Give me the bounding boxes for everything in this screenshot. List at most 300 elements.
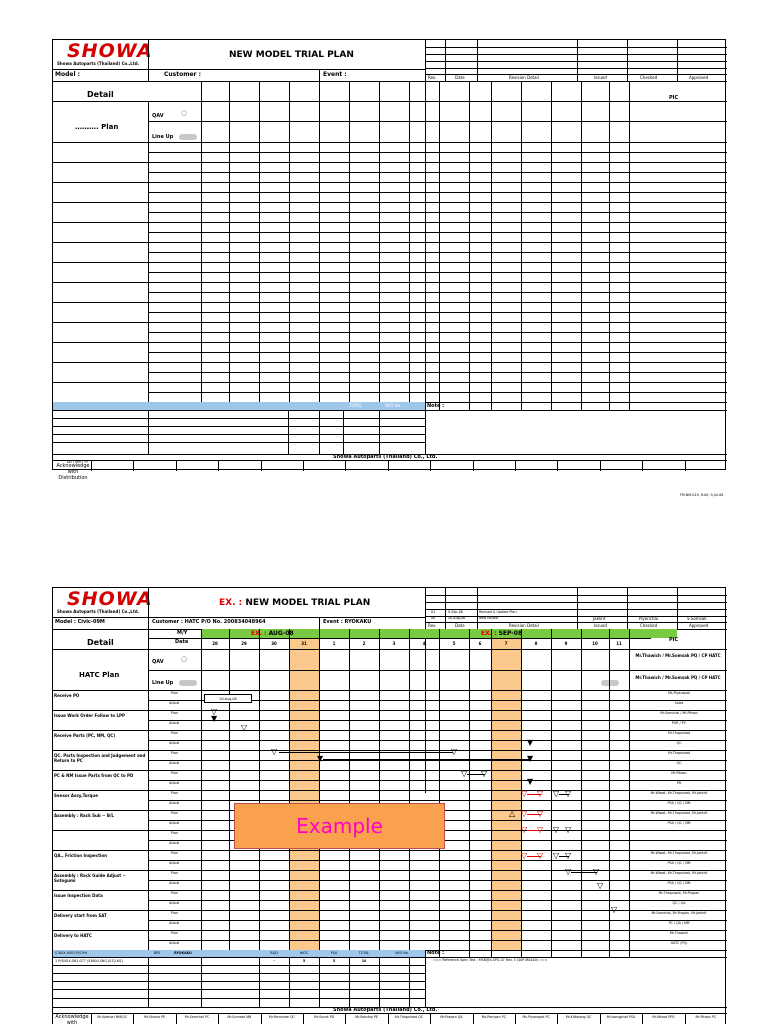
actual-triangle-icon: ▼ — [211, 714, 218, 723]
signer-name: Mr.Somchai PC — [184, 1015, 210, 1019]
total-label: TOTAL — [349, 403, 362, 408]
pic-label: PIC — [669, 637, 679, 643]
footer-company: Showa Autoparts (Thailand) Co., Ltd. — [333, 1007, 438, 1013]
detail-label: Detail — [87, 90, 114, 99]
note-text: === Reference Spec Test : MSN@X-SPG-07 Rev. 5 (00P-M0440) === — [433, 958, 548, 962]
grid-line — [473, 460, 474, 471]
grid-line — [261, 460, 262, 471]
grid-line — [609, 629, 610, 957]
my-label: M/Y — [177, 630, 188, 636]
grid-line — [53, 242, 727, 243]
grid-line — [53, 890, 727, 891]
grid-line — [148, 352, 727, 353]
acknowledge-label: Acknowledge with — [55, 1014, 89, 1024]
grid-line — [53, 302, 727, 303]
grid-line — [629, 629, 630, 957]
lineup-label: Line Up — [152, 680, 174, 686]
day-cell: 5 — [452, 641, 456, 646]
day-cell: 1 — [332, 641, 336, 646]
grid-line — [133, 460, 134, 471]
grid-line — [379, 81, 380, 410]
grid-line — [319, 629, 320, 957]
summary-value: 5 — [332, 959, 336, 963]
grid-line — [53, 382, 727, 383]
plan-label: Plan — [171, 711, 179, 715]
grid-line — [259, 629, 260, 957]
summary-header: RYOKAKU — [174, 951, 192, 955]
grid-line — [148, 101, 149, 410]
grid-line — [53, 442, 425, 443]
plan-label: Plan — [171, 691, 179, 695]
rev-header: Rev. — [428, 75, 437, 80]
day-cell: 4 — [422, 641, 426, 646]
task-name: Sensor Assy,Torque — [54, 793, 98, 798]
plan-triangle-icon: ▽ — [241, 723, 248, 732]
grid-line — [685, 460, 686, 471]
task-pic: Mr.Somchai / Mr.Pitoon — [660, 711, 698, 715]
note-label: Note : — [427, 403, 445, 409]
issued-header: Issued — [594, 623, 607, 628]
task-name: PC & NM Issue Parts from QC to PD — [54, 773, 134, 778]
grid-line — [148, 670, 727, 671]
signer-name: Mr.Akahori NM/QC — [97, 1015, 128, 1019]
grid-line — [642, 460, 643, 471]
grid-line — [53, 981, 425, 982]
actual-triangle-icon: ▼ — [527, 754, 534, 763]
pic-qav: Mr.Thawich / Mr.Somsak PQ / CP HATC — [635, 653, 721, 658]
plan-triangle-icon: ▽ — [597, 881, 604, 890]
grid-line — [53, 710, 727, 711]
task-name: QA., Friction Inspection — [54, 853, 108, 858]
signer-name: Mr.Wiwat EPS — [652, 1015, 675, 1019]
page-title: EX. : NEW MODEL TRIAL PLAN — [219, 598, 371, 608]
task-pic-dept: PSA / QC / NM — [667, 821, 691, 825]
grid-line — [53, 730, 727, 731]
day-cell: 9 — [564, 641, 568, 646]
plan-triangle-icon: ▽ — [521, 825, 528, 834]
day-cell: 31 — [301, 641, 307, 646]
grid-line — [491, 81, 492, 410]
grid-line — [53, 262, 727, 263]
grid-line — [148, 232, 727, 233]
grid-line — [53, 649, 727, 650]
blank-trial-plan-sheet — [52, 39, 726, 481]
task-pic-dept: QC / QA — [672, 901, 686, 905]
grid-line — [53, 965, 425, 966]
grid-line — [469, 629, 470, 957]
task-pic-dept: PD — [676, 781, 682, 785]
rev-00-checked: Piyonchai — [639, 616, 659, 621]
approved-header: Approved — [689, 623, 709, 628]
date-label: Date — [175, 639, 189, 645]
plan-label: Plan — [171, 811, 179, 815]
grid-line — [53, 342, 727, 343]
plan-label: Plan — [171, 751, 179, 755]
grid-line — [430, 460, 431, 471]
actual-label: Actual — [169, 941, 180, 945]
plan-triangle-icon: ▽ — [537, 851, 544, 860]
grid-line — [349, 629, 350, 957]
plan-triangle-icon: ▽ — [553, 825, 560, 834]
page-title: NEW MODEL TRIAL PLAN — [229, 50, 354, 60]
grid-line — [53, 1013, 727, 1014]
signer-name: Mr.Shiono PE — [143, 1015, 166, 1019]
task-pic-dept: QC — [676, 741, 682, 745]
task-name: Receive PO — [54, 693, 80, 698]
task-pic: Mr.Wiwat, Mr.Thapniwat, Mr.Jakkrit — [650, 871, 708, 875]
task-pic-dept: PSA / QC / NM — [667, 861, 691, 865]
plan-label: Plan — [171, 791, 179, 795]
day-cell: 8 — [534, 641, 538, 646]
grid-line — [551, 81, 552, 410]
grid-line — [148, 252, 727, 253]
grid-line — [148, 372, 727, 373]
issued-header: Issued — [594, 75, 607, 80]
plan-triangle-icon: ▽ — [537, 789, 544, 798]
plan-title: HATC Plan — [79, 671, 120, 679]
grid-line — [148, 152, 727, 153]
pic-label: PIC — [669, 95, 679, 101]
car-icon — [601, 680, 619, 686]
rev-01-date: 9-Sep-08 — [448, 610, 463, 614]
task-pic-dept: PC / QA / NM — [668, 921, 690, 925]
summary-band — [53, 402, 425, 410]
grid-line — [345, 460, 346, 471]
actual-label: Actual — [169, 801, 180, 805]
plan-triangle-icon: ▽ — [461, 769, 468, 778]
actual-label: Actual — [169, 881, 180, 885]
summary-header: TOTAL — [358, 951, 370, 955]
grid-line — [148, 392, 727, 393]
day-cell: 6 — [478, 641, 482, 646]
plan-label: ………. Plan — [75, 123, 119, 131]
grid-line — [289, 81, 290, 410]
qav-label: QAV — [152, 659, 164, 665]
footer-company: Showa Autoparts (Thailand) Co., Ltd. — [333, 454, 438, 460]
summary-header: W/O No. — [395, 951, 409, 955]
example-trial-plan-sheet — [52, 587, 726, 1024]
grid-line — [53, 973, 425, 974]
signer-name: Mr.Sunat PD — [314, 1015, 335, 1019]
actual-triangle-icon: ▼ — [527, 777, 534, 786]
event-label: Event : — [323, 71, 347, 78]
grid-line — [53, 142, 727, 143]
highlight-day-7 — [491, 638, 521, 950]
grid-line — [439, 629, 440, 957]
day-cell: 2 — [362, 641, 366, 646]
signer-name: Mr.Thapniwat QC — [394, 1015, 424, 1019]
task-pic: Ms.Piyanapat — [668, 691, 690, 695]
grid-line — [53, 770, 727, 771]
actual-label: Actual — [169, 761, 180, 765]
customer-value: Customer : HATC P/O No. 200834048964 — [152, 619, 266, 625]
actual-label: Actual — [169, 901, 180, 905]
plan-triangle-icon: ▽ — [593, 867, 600, 876]
plan-label: Plan — [171, 891, 179, 895]
task-name: Delivery start from SAT — [54, 913, 107, 918]
task-pic-dept: PSA / QC / NM — [667, 801, 691, 805]
summary-header: HATC — [299, 951, 309, 955]
grid-line — [581, 629, 582, 957]
grid-line — [53, 282, 727, 283]
task-pic-dept: HATC (PQ) — [670, 941, 688, 945]
detail-label: Detail — [87, 638, 114, 647]
grid-line — [53, 930, 727, 931]
plan-triangle-icon: ▽ — [521, 851, 528, 860]
task-pic: Mr.Thapniwat — [667, 751, 691, 755]
rev-00-date: 20-Aug-08 — [448, 616, 466, 620]
plan-triangle-icon: ▽ — [537, 809, 544, 818]
summary-value: - — [273, 959, 275, 963]
task-pic: Mr.Thawich — [669, 931, 689, 935]
revision-detail-header: Revision Detail — [509, 623, 539, 628]
actual-label: Actual — [169, 921, 180, 925]
summary-value: 10 — [361, 959, 367, 963]
acknowledge-label: Acknowledge with Distribution — [56, 463, 90, 481]
summary-value: 1 P/SNGX-0N1-077 (53600-SNG-J070-M1) — [55, 959, 123, 963]
qav-label: QAV — [152, 113, 164, 119]
grid-line — [581, 81, 582, 410]
grid-line — [53, 957, 727, 958]
event-value: Event : RYOKAKU — [323, 619, 372, 625]
day-cell: 3 — [392, 641, 396, 646]
company-logo: SHOWA — [67, 40, 153, 62]
po-plan-date: 20-Aug-08 — [204, 694, 252, 703]
company-name: Showa Autoparts (Thailand) Co.,Ltd. — [57, 609, 140, 614]
plan-label: Plan — [171, 931, 179, 935]
task-pic: Mr.Wiwat, Mr.Thapniwat, Mr.Jakkrit — [650, 851, 708, 855]
task-name: Delivery to HATC — [54, 933, 92, 938]
plan-triangle-icon: ▽ — [521, 789, 528, 798]
task-pic: Mr.Thapniwat — [667, 731, 691, 735]
grid-line — [53, 998, 425, 999]
rev-header: Rev. — [428, 623, 437, 628]
grid-line — [53, 870, 727, 871]
highlight-day-31 — [289, 638, 319, 950]
plan-triangle-icon: ▽ — [451, 747, 458, 756]
pic-lineup: Mr.Thawich / Mr.Somsak PQ / CP HATC — [635, 675, 721, 680]
signer-name: Ms.Pornpen PC — [481, 1015, 506, 1019]
grid-line — [53, 910, 727, 911]
grid-line — [53, 690, 727, 691]
signer-name: Mr.Kittipong QC — [565, 1015, 592, 1019]
grid-line — [53, 362, 727, 363]
grid-line — [229, 629, 230, 957]
grid-line — [53, 162, 727, 163]
signer-name: Mr.Sakchai PE — [355, 1015, 379, 1019]
plan-triangle-icon: △ — [509, 809, 516, 818]
plan-triangle-icon: ▽ — [565, 851, 572, 860]
car-icon — [179, 680, 197, 686]
signer-name: Mr.Prapan QA — [440, 1015, 463, 1019]
grid-line — [148, 629, 149, 957]
task-name: Receive Parts (PC, NM, QC) — [54, 733, 116, 738]
grid-line — [349, 81, 350, 410]
grid-line — [229, 81, 230, 410]
grid-line — [53, 434, 425, 435]
grid-line — [388, 460, 389, 471]
date-header: Date — [455, 623, 465, 628]
task-pic: Mr.Pitoon — [671, 771, 687, 775]
day-cell: 11 — [616, 641, 622, 646]
checked-header: Checked — [640, 623, 658, 628]
grid-line — [439, 81, 440, 410]
plan-label: Plan — [171, 871, 179, 875]
signer-name: Mr.Sumate NM — [227, 1015, 252, 1019]
plan-triangle-icon: ▽ — [211, 707, 218, 716]
wo-label: W/O No. — [385, 403, 402, 408]
grid-line — [425, 402, 426, 454]
task-name: Assembly : Rack Guide Adjust ~ Sotogumi — [54, 873, 126, 883]
signer-name: Mr.Pornsiree QC — [268, 1015, 295, 1019]
car-icon — [179, 134, 197, 140]
grid-line — [425, 950, 426, 1007]
task-name: Issue Work Order Follow to LPP — [54, 713, 125, 718]
actual-label: Actual — [169, 781, 180, 785]
grid-line — [53, 222, 727, 223]
day-cell: 29 — [241, 641, 247, 646]
signer-name: Ms.Piyanapat PC — [522, 1015, 550, 1019]
actual-label: Actual — [169, 741, 180, 745]
task-pic-dept: Sales — [674, 701, 684, 705]
grid-line — [319, 81, 320, 410]
date-header: Date — [455, 75, 465, 80]
grid-line — [53, 182, 727, 183]
grid-line — [53, 989, 425, 990]
grid-line — [469, 81, 470, 410]
grid-line — [148, 272, 727, 273]
task-name: Issue Inspection Data — [54, 893, 103, 898]
plan-triangle-icon: ▽ — [611, 905, 618, 914]
grid-line — [303, 460, 304, 471]
summary-header: BPS — [153, 951, 161, 955]
grid-line — [53, 790, 727, 791]
grid-line — [259, 81, 260, 410]
grid-line — [379, 629, 380, 957]
grid-line — [491, 629, 492, 957]
rev-00-detail: New Issued — [479, 616, 498, 620]
plan-label: Plan — [171, 731, 179, 735]
task-pic-dept: PSA / QC / NM — [667, 881, 691, 885]
lineup-label: Line Up — [152, 134, 174, 140]
ack-date: DD / MM / YY — [66, 460, 89, 464]
grid-line — [53, 410, 727, 411]
plan-label: Plan — [171, 831, 179, 835]
summary-header: R&D — [270, 951, 278, 955]
actual-label: Actual — [169, 701, 180, 705]
revision-detail-header: Revision Detail — [509, 75, 539, 80]
task-name: QC. Parts Inspection and Judgement and Return to PC — [54, 753, 146, 763]
grid-line — [148, 121, 727, 122]
plan-triangle-icon: ▽ — [553, 789, 560, 798]
plan-triangle-icon: ▽ — [565, 789, 572, 798]
task-pic: Mr.Wiwat, Mr.Thapniwat, Mr.Jakkrit — [650, 811, 708, 815]
grid-line — [148, 192, 727, 193]
grid-line — [515, 460, 516, 471]
actual-label: Actual — [169, 721, 180, 725]
grid-line — [148, 332, 727, 333]
plan-triangle-icon: ▽ — [521, 809, 528, 818]
rev-00-issued: Jakkrit — [593, 616, 606, 621]
grid-line — [53, 750, 727, 751]
grid-line — [289, 629, 290, 957]
grid-line — [148, 172, 727, 173]
plan-triangle-icon: ▽ — [271, 747, 278, 756]
grid-line — [53, 460, 727, 461]
plan-triangle-icon: ▽ — [481, 769, 488, 778]
plan-label: Plan — [171, 851, 179, 855]
grid-line — [53, 202, 727, 203]
grid-line — [629, 81, 630, 410]
task-pic-dept: QC — [676, 761, 682, 765]
form-number: FM-NM-019, R-00, 9-Jul-08 — [680, 493, 724, 497]
task-name: Assembly : Rack Sub ~ B/L — [54, 813, 114, 818]
grid-line — [521, 81, 522, 410]
summary-header: G BOX ASSY,P/S RH — [55, 951, 88, 955]
summary-value: 5 — [302, 959, 306, 963]
plan-label: Plan — [171, 771, 179, 775]
actual-triangle-icon: ▼ — [527, 738, 534, 747]
grid-line — [148, 212, 727, 213]
example-callout: Example — [234, 803, 445, 849]
grid-line — [551, 629, 552, 957]
summary-header: PSA — [330, 951, 338, 955]
company-logo: SHOWA — [67, 588, 153, 610]
grid-line — [201, 629, 202, 957]
customer-label: Customer : — [164, 71, 202, 78]
grid-line — [409, 629, 410, 957]
plan-triangle-icon: ▽ — [553, 851, 560, 860]
plan-triangle-icon: ▽ — [565, 825, 572, 834]
signer-name: Mr.Isongphot PSA — [606, 1015, 636, 1019]
day-cell: 28 — [212, 641, 218, 646]
grid-line — [53, 322, 727, 323]
grid-line — [609, 81, 610, 410]
grid-line — [148, 292, 727, 293]
actual-triangle-icon: ▼ — [317, 754, 324, 763]
actual-label: Actual — [169, 861, 180, 865]
task-pic: Mr.Thapniwat, Mr.Prapan — [658, 891, 700, 895]
grid-line — [148, 638, 651, 639]
task-pic: Mr.Somchai, Mr.Prapan, Mr.Jakkrit — [651, 911, 707, 915]
note-label: Note : — [427, 950, 445, 956]
grid-line — [557, 460, 558, 471]
rev-01-detail: Revised & Update Plan — [479, 610, 517, 614]
rev-00: 00 — [431, 616, 436, 620]
company-name: Showa Autoparts (Thailand) Co.,Ltd. — [57, 61, 140, 66]
month-sep: EX. : SEP-08 — [481, 630, 523, 637]
task-pic: Mr.Wiwat, Mr.Thapniwat, Mr.Jakkrit — [650, 791, 708, 795]
grid-line — [176, 460, 177, 471]
plan-triangle-icon: ▽ — [565, 867, 572, 876]
actual-label: Actual — [169, 841, 180, 845]
model-value: Model : Civic-09M — [55, 619, 105, 625]
approved-header: Approved — [689, 75, 709, 80]
day-cell: 10 — [592, 641, 598, 646]
rev-00-approved: S.Somsak — [687, 616, 707, 621]
qav-circle-icon: ◌ — [181, 655, 188, 663]
model-label: Model : — [55, 71, 81, 78]
qav-circle-icon: ◌ — [181, 109, 188, 117]
task-pic-dept: PUR / PC — [671, 721, 687, 725]
plan-label: Plan — [171, 911, 179, 915]
grid-line — [53, 426, 425, 427]
grid-line — [148, 312, 727, 313]
grid-line — [201, 81, 202, 410]
plan-triangle-icon: ▽ — [537, 825, 544, 834]
signer-name: Mr.Pitoon PC — [695, 1015, 717, 1019]
day-cell: 30 — [271, 641, 277, 646]
